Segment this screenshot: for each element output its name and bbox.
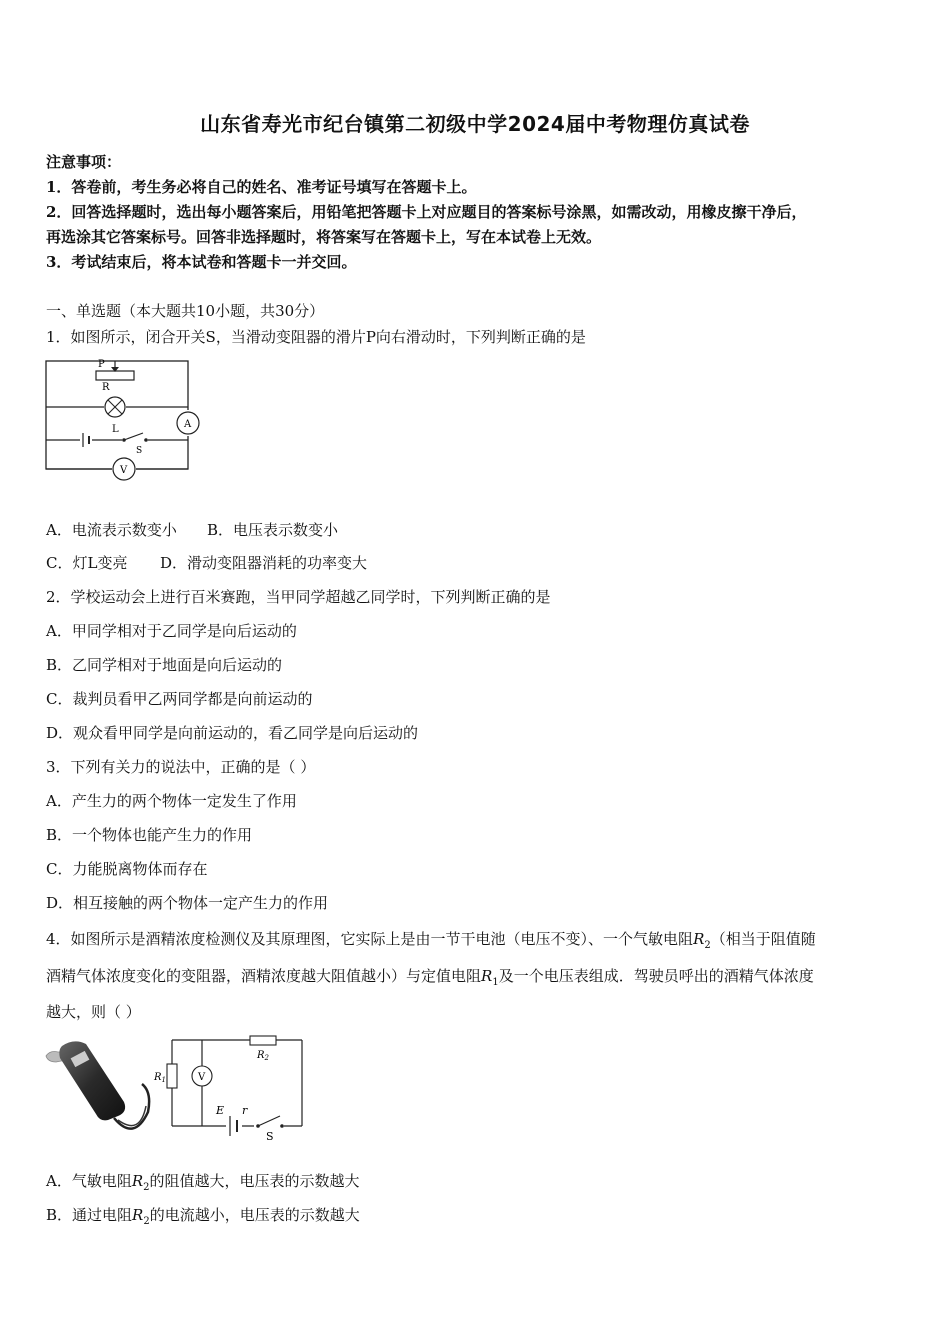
rheostat-symbol <box>96 371 134 380</box>
label-a: A <box>184 419 192 430</box>
label-r: R <box>102 382 110 393</box>
q1-stem: 1．如图所示，闭合开关S，当滑动变阻器的滑片P向右滑动时，下列判断正确的是 <box>46 328 586 346</box>
q3-option-b: B．一个物体也能产生力的作用 <box>46 826 253 844</box>
q4-line1-subscript: 2 <box>704 940 711 951</box>
q1-circuit-diagram <box>40 355 210 485</box>
label-l: L <box>112 424 119 435</box>
q4-option-a-text-b: 的阻值越大，电压表的示数越大 <box>149 1172 360 1190</box>
q4-stem-line-3: 越大，则（ ） <box>46 1003 141 1021</box>
q2-option-d: D．观众看甲同学是向前运动的，看乙同学是向后运动的 <box>46 724 419 742</box>
q4-option-a-symbol: R <box>131 1172 144 1190</box>
q4-option-b-symbol: R <box>132 1206 144 1224</box>
q4-stem-line-2 <box>46 966 814 993</box>
label-v: V <box>120 465 128 476</box>
q4-stem-line-1 <box>46 929 816 956</box>
q2-option-a: A．甲同学相对于乙同学是向后运动的 <box>46 622 297 640</box>
q4-line2-subscript: 1 <box>492 977 499 988</box>
q4-option-b-subscript: 2 <box>143 1216 150 1227</box>
notice-item-2-line-1: 2．回答选择题时，选出每小题答案后，用铅笔把答题卡上对应题目的答案标号涂黑，如需改动，用橡皮擦干净后， <box>46 203 807 221</box>
q4-option-b-text-a: B．通过电阻 <box>46 1206 133 1224</box>
q4-line2-text-a: 酒精气体浓度变化的变阻器，酒精浓度越大阻值越小）与定值电阻 <box>46 967 482 985</box>
label-r2: $R_2$ <box>257 1050 269 1062</box>
q3-stem: 3．下列有关力的说法中，正确的是（ ） <box>46 758 316 776</box>
label-p: P <box>98 359 105 370</box>
label-v: V <box>198 1072 206 1083</box>
q2-option-c: C．裁判员看甲乙两同学都是向前运动的 <box>46 690 313 708</box>
q1-option-a: A．电流表示数变小 <box>46 521 177 539</box>
resistor-r1-symbol <box>167 1064 177 1088</box>
label-e: E <box>216 1104 225 1117</box>
q4-line1-text-a: 4．如图所示是酒精浓度检测仪及其原理图，它实际上是由一节干电池（电压不变）、一个气敏电阻 <box>46 930 694 948</box>
q1-option-b: B．电压表示数变小 <box>207 521 339 539</box>
q4-option-b-text-b: 的电流越小，电压表的示数越大 <box>149 1206 360 1224</box>
q3-option-d: D．相互接触的两个物体一定产生力的作用 <box>46 894 329 912</box>
page-title: 山东省寿光市纪台镇第二初级中学2024届中考物理仿真试卷 <box>200 112 750 136</box>
q4-option-a-text-a: A．气敏电阻 <box>46 1172 132 1190</box>
notice-item-1: 1．答卷前，考生务必将自己的姓名、准考证号填写在答题卡上。 <box>46 178 477 196</box>
q1-option-d: D．滑动变阻器消耗的功率变大 <box>160 554 368 572</box>
notice-item-2-line-2: 再选涂其它答案标号。回答非选择题时，将答案写在答题卡上，写在本试卷上无效。 <box>46 228 602 246</box>
q1-option-c: C．灯L变亮 <box>46 554 128 572</box>
label-s: S <box>266 1130 274 1143</box>
q4-line1-text-b: （相当于阻值随 <box>710 930 816 948</box>
section-heading: 一、单选题（本大题共10小题，共30分） <box>46 302 325 320</box>
breathalyzer-device-image <box>44 1032 154 1147</box>
q3-option-c: C．力能脱离物体而存在 <box>46 860 208 878</box>
q4-option-b <box>46 1205 360 1232</box>
q4-option-a <box>46 1171 360 1198</box>
q4-option-a-subscript: 2 <box>143 1182 150 1193</box>
q4-line1-symbol: R <box>693 930 705 948</box>
notice-item-3: 3．考试结束后，将本试卷和答题卡一并交回。 <box>46 253 357 271</box>
notice-heading: 注意事项： <box>46 153 122 171</box>
label-r: r <box>242 1104 248 1117</box>
q4-line2-symbol: R <box>481 967 493 985</box>
label-r1: $R_1$ <box>154 1072 166 1084</box>
q2-option-b: B．乙同学相对于地面是向后运动的 <box>46 656 283 674</box>
resistor-r2-symbol <box>250 1036 276 1045</box>
q3-option-a: A．产生力的两个物体一定发生了作用 <box>46 792 297 810</box>
q4-line2-text-b: 及一个电压表组成．驾驶员呼出的酒精气体浓度 <box>498 967 814 985</box>
q4-circuit-diagram <box>152 1032 312 1147</box>
q2-stem: 2．学校运动会上进行百米赛跑，当甲同学超越乙同学时，下列判断正确的是 <box>46 588 551 606</box>
label-s: S <box>136 446 143 456</box>
